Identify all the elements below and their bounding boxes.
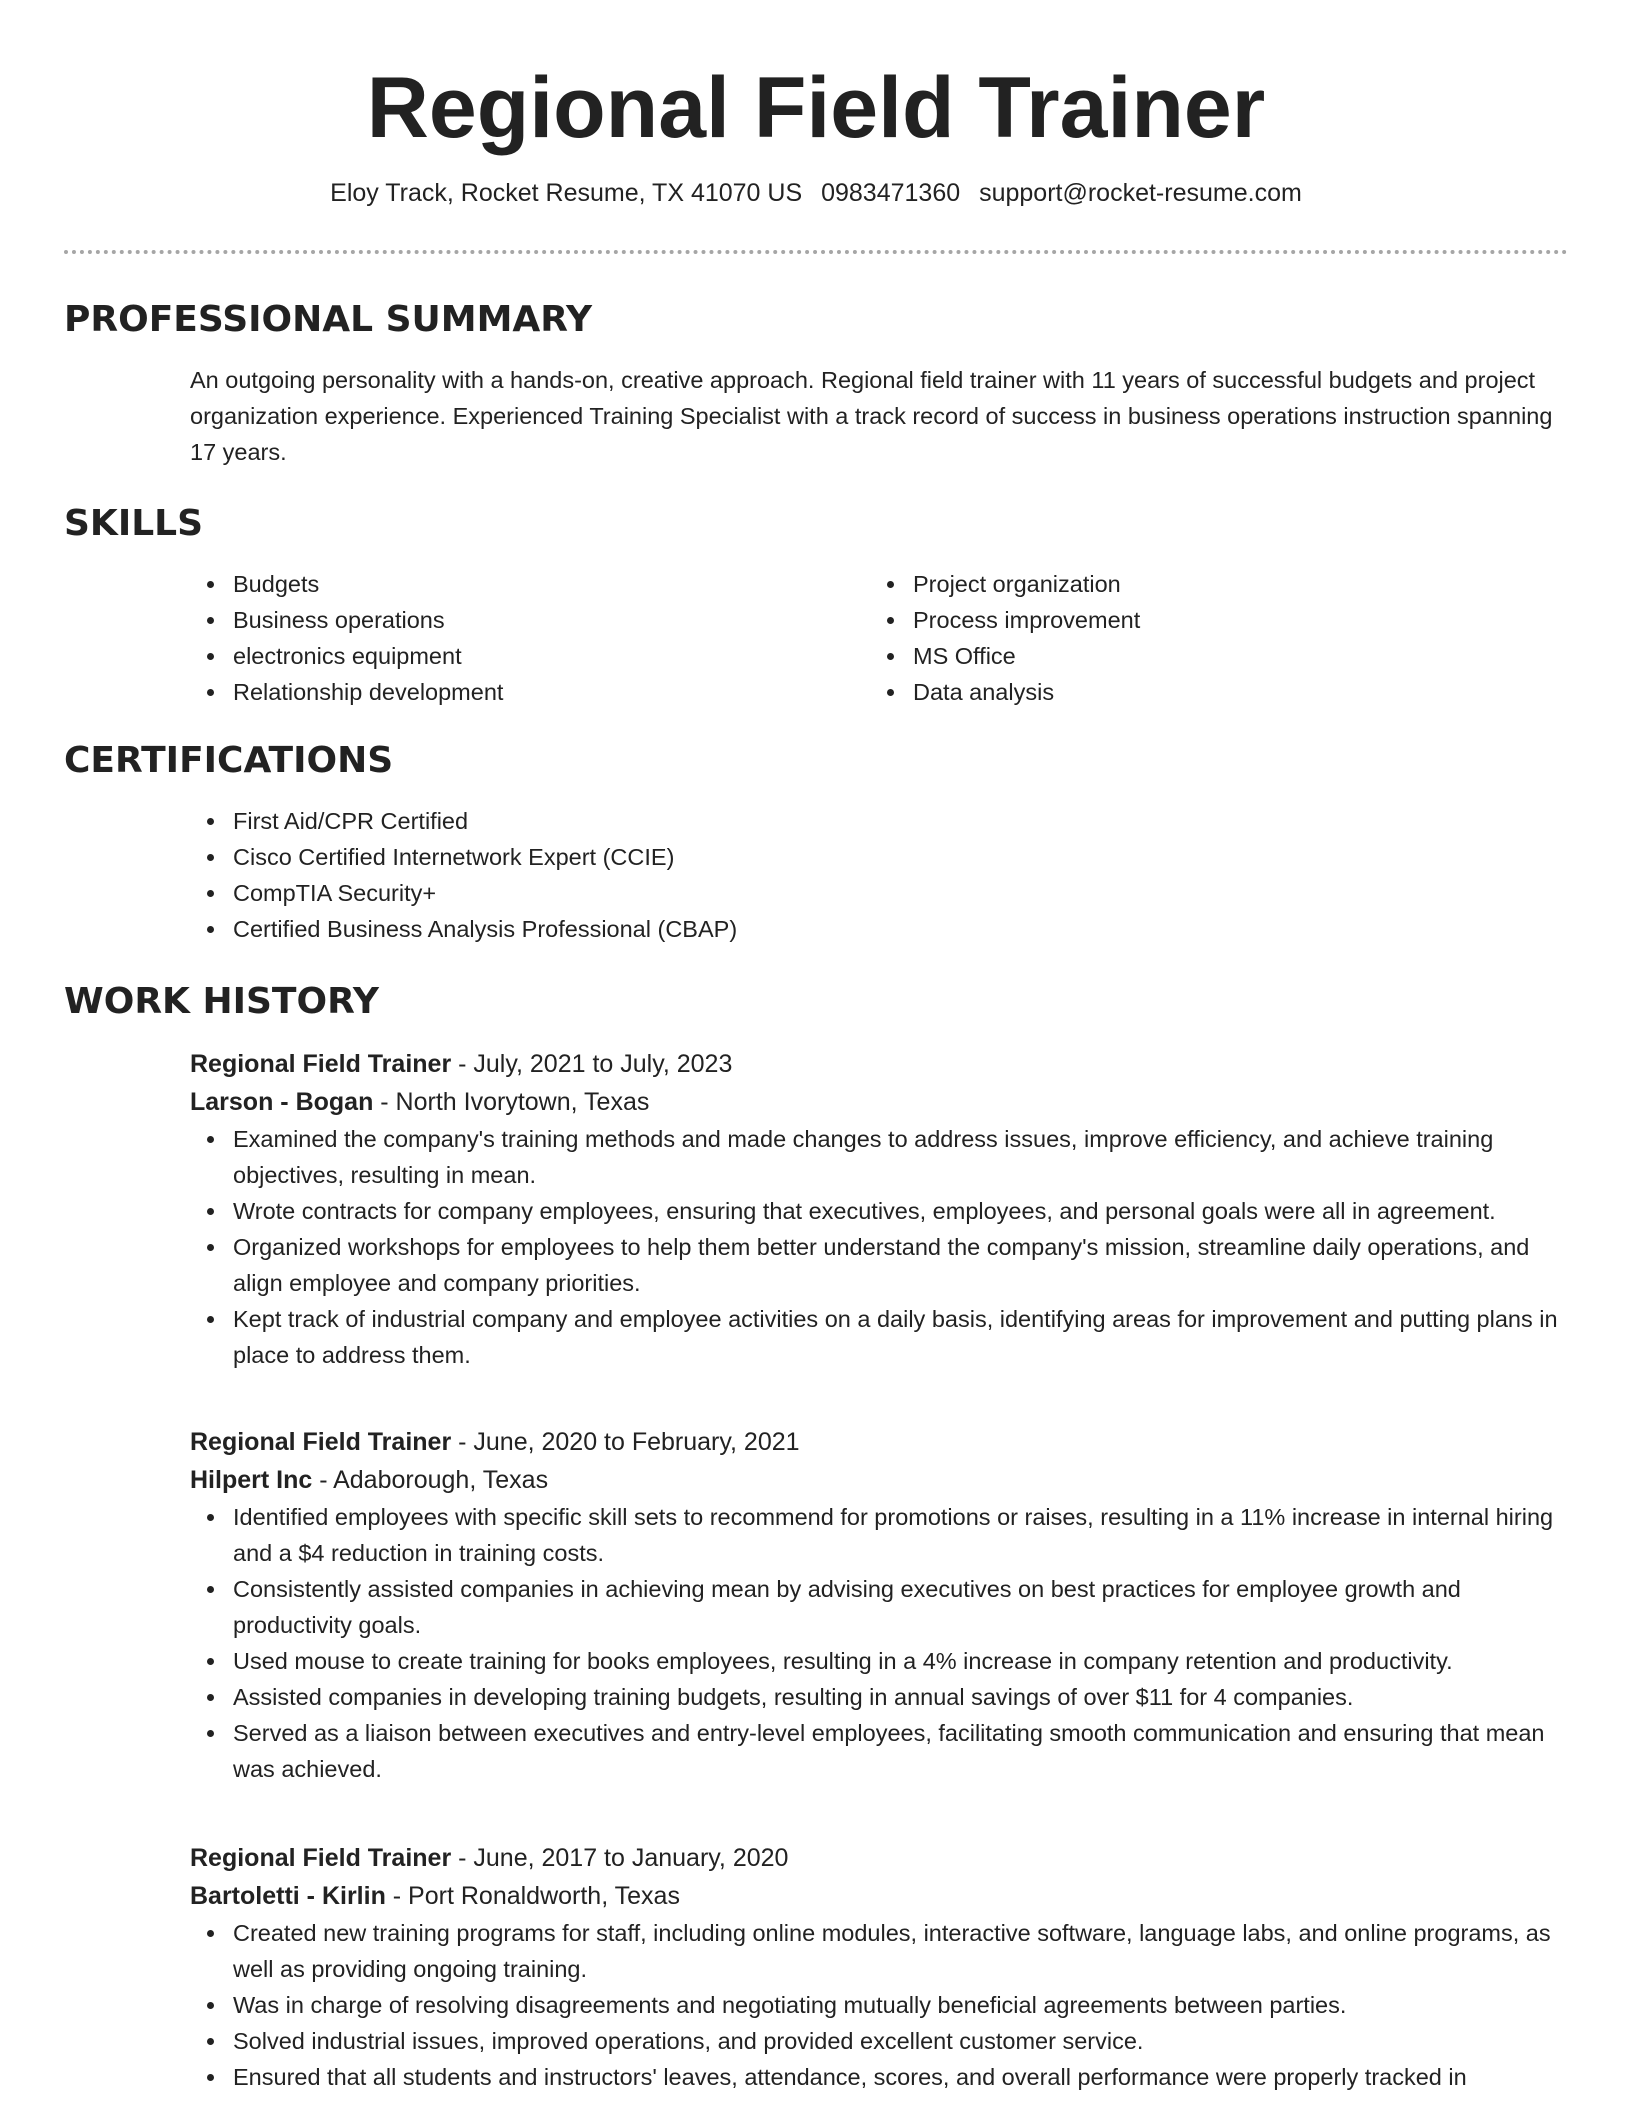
job-dates: - July, 2021 to July, 2023 <box>451 1050 733 1078</box>
work-history-section <box>64 980 1568 1024</box>
job-bullet: Ensured that all students and instructors' leaves, attendance, scores, and overall performance were properly tracked in <box>190 2059 1568 2095</box>
job-dates: - June, 2017 to January, 2020 <box>451 1844 789 1872</box>
skills-grid <box>190 566 1568 710</box>
summary-text: An outgoing personality with a hands-on, creative approach. Regional field trainer with 11 years of successful budgets and project organization experience. Experienced Training Specialist with a track record of success in business operations instruction spanning 17 years. <box>190 367 1553 465</box>
job-role: Regional Field Trainer <box>190 1428 452 1456</box>
job-role: Regional Field Trainer <box>190 1844 452 1872</box>
job-bullet: Created new training programs for staff, including online modules, interactive software, language labs, and online programs, as well as providing ongoing training. <box>190 1915 1568 1987</box>
skills-heading: SKILLS <box>64 503 204 544</box>
job-bullet: Wrote contracts for company employees, ensuring that executives, employees, and personal goals were all in agreement. <box>190 1193 1568 1229</box>
skill-item: Relationship development <box>190 674 870 710</box>
job-entry <box>64 1045 1568 1373</box>
job-bullet: Served as a liaison between executives and entry-level employees, facilitating smooth communication and ensuring that mean was achieved. <box>190 1715 1568 1787</box>
header-divider <box>64 250 1568 254</box>
contact-phone: 0983471360 <box>821 179 961 207</box>
job-bullet: Identified employees with specific skill sets to recommend for promotions or raises, resulting in a 11% increase in internal hiring and a $4 reduction in training costs. <box>190 1499 1568 1571</box>
certification-item: First Aid/CPR Certified <box>190 803 1568 839</box>
job-bullet: Examined the company's training methods and made changes to address issues, improve efficiency, and achieve training objectives, resulting in mean. <box>190 1121 1568 1193</box>
job-role: Regional Field Trainer <box>190 1050 452 1078</box>
job-bullets <box>190 1915 1568 2095</box>
job-dates: - June, 2020 to February, 2021 <box>451 1428 800 1456</box>
job-entry <box>64 1423 1568 1787</box>
job-location: - North Ivorytown, Texas <box>373 1088 650 1116</box>
skill-item: Process improvement <box>870 602 1550 638</box>
job-bullet: Solved industrial issues, improved operations, and provided excellent customer service. <box>190 2023 1568 2059</box>
summary-section <box>64 298 1568 470</box>
job-bullets <box>190 1499 1568 1787</box>
contact-line <box>64 178 1568 208</box>
job-bullet: Consistently assisted companies in achieving mean by advising executives on best practices for employee growth and productivity goals. <box>190 1571 1568 1643</box>
job-company: Larson - Bogan <box>190 1088 374 1116</box>
contact-address: Eloy Track, Rocket Resume, TX 41070 US <box>330 179 803 207</box>
skills-list-left <box>190 566 870 710</box>
certification-item: Cisco Certified Internetwork Expert (CCIE) <box>190 839 1568 875</box>
skill-item: MS Office <box>870 638 1550 674</box>
job-company: Bartoletti - Kirlin <box>190 1882 386 1910</box>
contact-email: support@rocket-resume.com <box>979 179 1302 207</box>
job-company-line <box>190 1877 1568 1915</box>
skill-item: Budgets <box>190 566 870 602</box>
job-bullet: Assisted companies in developing training budgets, resulting in annual savings of over $11 for 4 companies. <box>190 1679 1568 1715</box>
skill-item: Project organization <box>870 566 1550 602</box>
job-company-line <box>190 1083 1568 1121</box>
skill-item: electronics equipment <box>190 638 870 674</box>
job-bullets <box>190 1121 1568 1373</box>
skill-item: Data analysis <box>870 674 1550 710</box>
resume-page <box>64 0 1568 2090</box>
job-bullet: Kept track of industrial company and employee activities on a daily basis, identifying areas for improvement and putting plans in place to address them. <box>190 1301 1568 1373</box>
job-company-line <box>190 1461 1568 1499</box>
skill-item: Business operations <box>190 602 870 638</box>
job-bullet: Organized workshops for employees to help them better understand the company's mission, streamline daily operations, and align employee and company priorities. <box>190 1229 1568 1301</box>
job-bullet: Used mouse to create training for books employees, resulting in a 4% increase in company retention and productivity. <box>190 1643 1568 1679</box>
skills-list-right <box>870 566 1550 710</box>
job-company: Hilpert Inc <box>190 1466 313 1494</box>
certification-item: CompTIA Security+ <box>190 875 1568 911</box>
job-bullet: Was in charge of resolving disagreements and negotiating mutually beneficial agreements between parties. <box>190 1987 1568 2023</box>
resume-title: Regional Field Trainer <box>366 60 1266 156</box>
certifications-section <box>64 739 1568 947</box>
summary-heading: PROFESSIONAL SUMMARY <box>64 299 593 340</box>
job-role-line <box>190 1423 1568 1461</box>
certifications-list <box>190 803 1568 947</box>
skills-section <box>64 502 1568 710</box>
certification-item: Certified Business Analysis Professional (CBAP) <box>190 911 1568 947</box>
job-role-line <box>190 1045 1568 1083</box>
certifications-heading: CERTIFICATIONS <box>64 740 394 781</box>
work-history-heading: WORK HISTORY <box>64 981 379 1022</box>
job-location: - Port Ronaldworth, Texas <box>385 1882 680 1910</box>
job-entry <box>64 1839 1568 2095</box>
job-role-line <box>190 1839 1568 1877</box>
job-location: - Adaborough, Texas <box>312 1466 549 1494</box>
